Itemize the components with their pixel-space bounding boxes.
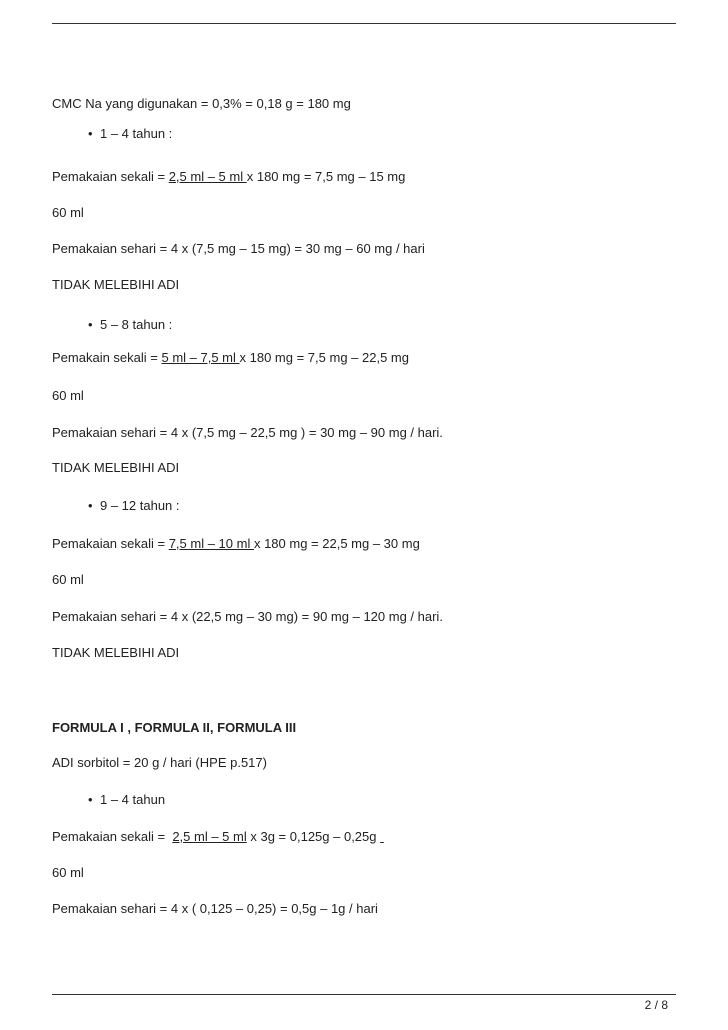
text-line [52, 350, 409, 366]
text-span: 1 – 4 tahun : [100, 126, 173, 141]
text-line [52, 425, 443, 441]
text-span: x 3g = 0,125g – 0,25g [246, 829, 381, 844]
text-line [52, 205, 84, 221]
text-span: x 180 mg = 7,5 mg – 22,5 mg [239, 350, 409, 365]
text-line [52, 388, 84, 404]
header-rule [52, 23, 676, 24]
underlined-text: 5 ml – 7,5 ml [161, 350, 240, 365]
text-span: Pemakaian sekali = [52, 829, 173, 844]
bullet-icon: • [88, 792, 93, 807]
text-span: 5 – 8 tahun : [100, 317, 173, 332]
text-line [52, 277, 179, 293]
text-span: Pemakaian sehari = 4 x ( 0,125 – 0,25) = 0,5g – 1g / hari [52, 901, 378, 916]
text-line [52, 865, 84, 881]
text-span: ADI sorbitol = 20 g / hari (HPE p.517) [52, 755, 267, 770]
bullet-icon: • [88, 317, 93, 332]
text-span: TIDAK MELEBIHI ADI [52, 645, 180, 660]
bullet-icon: • [88, 126, 93, 141]
text-line [52, 169, 405, 185]
footer-rule [52, 994, 676, 995]
bullet-item [88, 498, 180, 514]
underlined-text: 2,5 ml – 5 ml [168, 169, 247, 184]
bullet-icon: • [88, 498, 93, 513]
text-line [52, 536, 420, 552]
text-span: 60 ml [52, 205, 84, 220]
text-span: Pemakaian sekali = [52, 536, 169, 551]
text-line [52, 241, 425, 257]
underlined-text: 7,5 ml – 10 ml [168, 536, 254, 551]
text-span: TIDAK MELEBIHI ADI [52, 277, 180, 292]
text-line [52, 609, 443, 625]
text-span: 60 ml [52, 865, 84, 880]
text-span: FORMULA I , FORMULA II, FORMULA III [52, 720, 297, 735]
text-line [52, 829, 384, 845]
text-span: 60 ml [52, 572, 84, 587]
bullet-item [88, 792, 165, 808]
text-span: 1 – 4 tahun [100, 792, 166, 807]
text-span: TIDAK MELEBIHI ADI [52, 460, 180, 475]
text-span: 9 – 12 tahun : [100, 498, 180, 513]
bullet-item [88, 317, 172, 333]
text-line [52, 755, 267, 771]
text-line [52, 645, 179, 661]
text-line [52, 572, 84, 588]
text-span: Pemakaian sehari = 4 x (7,5 mg – 22,5 mg ) = 30 mg – 90 mg / hari. [52, 425, 443, 440]
text-line [52, 96, 351, 112]
underlined-text: 2,5 ml – 5 ml [172, 829, 247, 844]
section-heading [52, 720, 296, 736]
underlined-text [380, 829, 384, 844]
text-span: 60 ml [52, 388, 84, 403]
bullet-item [88, 126, 172, 142]
text-span: Pemakaian sehari = 4 x (22,5 mg – 30 mg) = 90 mg – 120 mg / hari. [52, 609, 443, 624]
text-span: x 180 mg = 7,5 mg – 15 mg [246, 169, 406, 184]
text-span: CMC Na yang digunakan = 0,3% = 0,18 g = 180 mg [52, 96, 351, 111]
text-span: Pemakaian sekali = [52, 169, 169, 184]
text-span: Pemakain sekali = [52, 350, 162, 365]
text-line [52, 460, 179, 476]
text-span: Pemakaian sehari = 4 x (7,5 mg – 15 mg) = 30 mg – 60 mg / hari [52, 241, 425, 256]
text-line [52, 901, 378, 917]
text-span: x 180 mg = 22,5 mg – 30 mg [253, 536, 420, 551]
page-number: 2 / 8 [644, 998, 668, 1012]
